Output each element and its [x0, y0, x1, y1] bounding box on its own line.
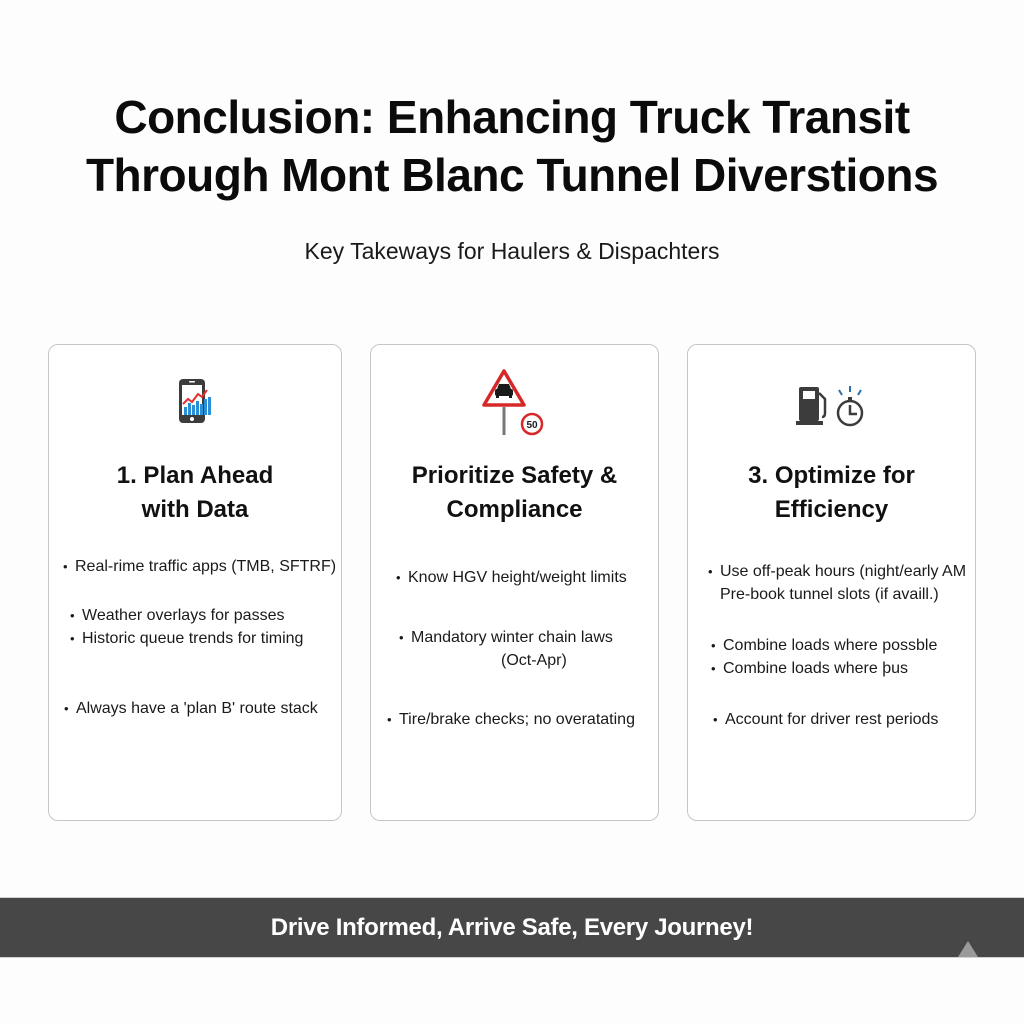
bullet-continuation: (Oct-Apr) — [501, 652, 567, 669]
subtitle: Key Takeways for Haulers & Dispachters — [304, 238, 720, 264]
card-plan-ahead — [48, 344, 342, 821]
card-title-line: 1. Plan Ahead — [116, 462, 274, 489]
card-title-line: Efficiency — [774, 496, 889, 523]
footer-banner — [0, 897, 1024, 958]
title-line-1: Conclusion: Enhancing Truck Transit — [114, 91, 910, 143]
bullet-item: • Weather overlays for passes — [70, 605, 284, 627]
banner-slogan: Drive Informed, Arrive Safe, Every Journey! — [270, 914, 754, 941]
card-title — [371, 459, 658, 527]
speed-limit-value: 50 — [525, 420, 538, 431]
card-title-line: 3. Optimize for — [748, 462, 915, 489]
card-title-line: with Data — [141, 496, 249, 523]
card-safety-compliance — [370, 344, 659, 821]
card-title — [49, 459, 341, 527]
bullet-item: • Use off-peak hours (night/early AM — [708, 561, 966, 583]
bullet-item: • Historic queue trends for timing — [70, 628, 303, 650]
bullet-item: • Mandatory winter chain laws — [399, 627, 613, 649]
bullet-item: • Combine loads where possble — [711, 635, 937, 657]
bullet-item: • Know HGV height/weight limits — [396, 567, 627, 589]
card-title — [688, 459, 975, 527]
bullet-continuation: Pre-book tunnel slots (if availl.) — [720, 586, 939, 603]
card-title-line: Compliance — [446, 496, 583, 523]
bullet-item: • Always have a 'plan B' route stack — [64, 698, 318, 720]
warning-road-sign-icon — [371, 367, 658, 439]
bullet-item: • Real-rime traffic apps (TMB, SFTRF) — [63, 556, 336, 578]
smartphone-chart-icon — [49, 377, 341, 425]
card-optimize-efficiency — [687, 344, 976, 821]
page-title — [0, 88, 1024, 204]
bullet-item: • Combine loads where þus — [711, 658, 908, 680]
fuel-pump-stopwatch-icon — [688, 383, 975, 429]
title-line-2: Through Mont Blanc Tunnel Diverstions — [85, 149, 939, 201]
bullet-item: • Tire/brake checks; no overatating — [387, 709, 635, 731]
bullet-item: • Account for driver rest periods — [713, 709, 938, 731]
card-title-line: Prioritize Safety & — [411, 462, 618, 489]
corner-mark-icon — [958, 941, 978, 957]
